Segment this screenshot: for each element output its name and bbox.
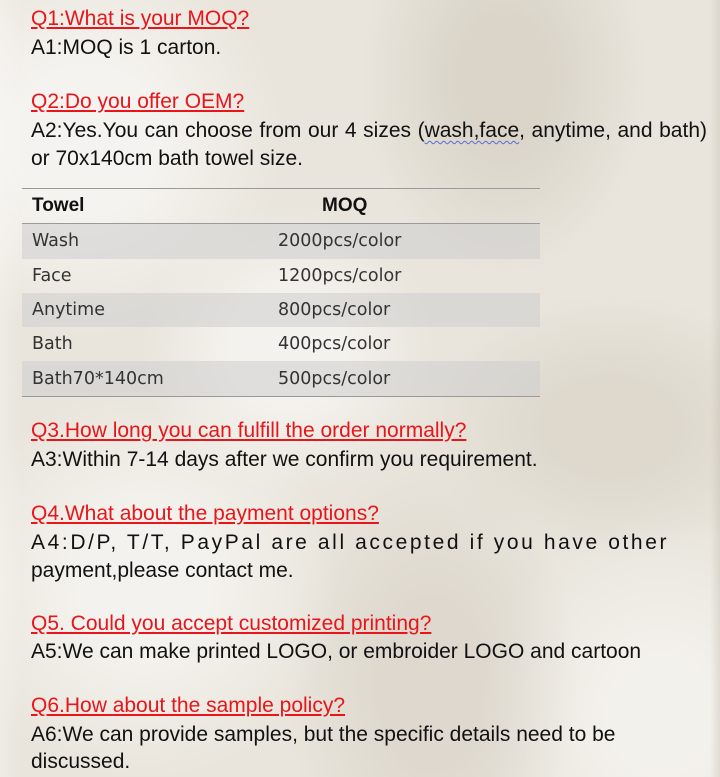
answer-6-line-1: A6:We can provide samples, but the specific details need to be	[31, 723, 616, 746]
answer-2-spellcheck-text: wash,face	[424, 119, 520, 142]
table-row	[22, 224, 540, 258]
background-edge-right	[710, 0, 720, 777]
question-6: Q6.How about the sample policy?	[31, 694, 346, 717]
moq-cell: 800pcs/color	[278, 300, 391, 321]
header-moq: MOQ	[322, 195, 368, 217]
answer-1: A1:MOQ is 1 carton.	[31, 36, 222, 59]
answer-5: A5:We can make printed LOGO, or embroider LOGO and cartoon	[31, 640, 642, 663]
table-row	[22, 293, 540, 327]
header-towel: Towel	[32, 195, 85, 217]
towel-cell: Face	[32, 265, 72, 286]
towel-cell: Anytime	[32, 300, 105, 321]
background-edge-left	[0, 0, 22, 777]
answer-3: A3:Within 7-14 days after we confirm you requirement.	[31, 448, 538, 471]
moq-table	[22, 188, 540, 397]
answer-6-line-2: discussed.	[31, 750, 131, 773]
answer-2-text-end: , anytime, and bath) or 70x140cm bath towel size.	[31, 119, 707, 170]
moq-cell: 400pcs/color	[278, 334, 391, 355]
table-row	[22, 361, 540, 395]
moq-cell: 2000pcs/color	[278, 231, 402, 252]
towel-cell: Bath	[32, 334, 73, 355]
table-header-row	[22, 189, 540, 224]
answer-2	[31, 117, 707, 173]
question-2: Q2:Do you offer OEM?	[31, 90, 245, 113]
answer-4-line-2: payment,please contact me.	[31, 559, 294, 582]
table-row	[22, 259, 540, 293]
moq-cell: 500pcs/color	[278, 368, 391, 389]
towel-cell: Wash	[32, 231, 80, 252]
answer-4-line-1: A4:D/P, T/T, PayPal are all accepted if you have other	[31, 531, 670, 554]
question-1: Q1:What is your MOQ?	[31, 7, 250, 30]
question-5: Q5. Could you accept customized printing?	[31, 612, 432, 635]
moq-cell: 1200pcs/color	[278, 265, 402, 286]
answer-2-text-start: A2:Yes.You can choose from our 4 sizes (	[31, 119, 425, 142]
question-3: Q3.How long you can fulfill the order normally?	[31, 419, 467, 442]
table-row	[22, 327, 540, 361]
question-4: Q4.What about the payment options?	[31, 502, 379, 525]
towel-cell: Bath70*140cm	[32, 368, 164, 389]
